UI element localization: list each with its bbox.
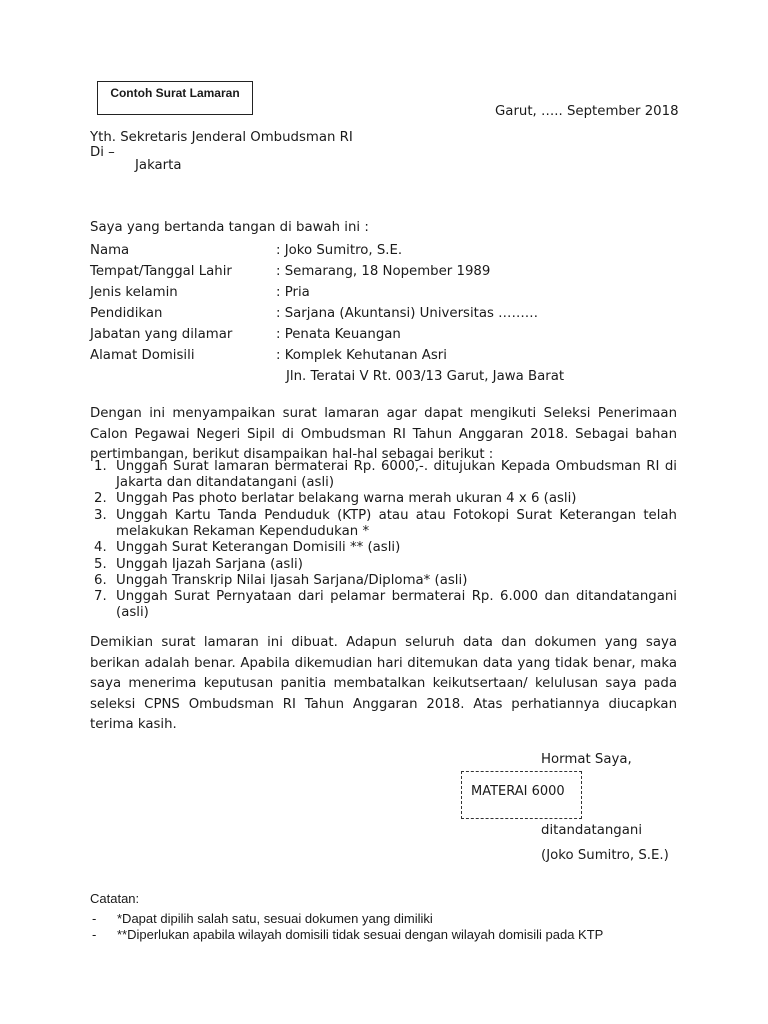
field-value-position: : Penata Keuangan bbox=[276, 327, 401, 342]
field-value-address-line-2: Jln. Teratai V Rt. 003/13 Garut, Jawa Barat bbox=[286, 369, 565, 384]
field-value-education: : Sarjana (Akuntansi) Universitas ……… bbox=[276, 306, 539, 321]
signer-name: (Joko Sumitro, S.E.) bbox=[541, 848, 669, 863]
field-value-name: : Joko Sumitro, S.E. bbox=[276, 243, 403, 258]
field-value-gender: : Pria bbox=[276, 285, 310, 300]
list-item: 5. Unggah Ijazah Sarjana (asli) bbox=[94, 556, 303, 572]
field-label-position: Jabatan yang dilamar bbox=[90, 327, 233, 342]
closing-greeting: Hormat Saya, bbox=[541, 752, 632, 767]
stamp-label: MATERAI 6000 bbox=[471, 784, 565, 799]
list-item: 1. Unggah Surat lamaran bermaterai Rp. 6000,-. ditujukan Kepada Ombudsman RI di Jakarta dan ditandatangani (asli) bbox=[94, 459, 677, 490]
stamp-box bbox=[461, 771, 582, 819]
list-item: 3. Unggah Kartu Tanda Penduduk (KTP) atau atau Fotokopi Surat Keterangan telah melakukan Rekaman Kependudukan * bbox=[94, 507, 677, 539]
example-label-box bbox=[97, 81, 253, 115]
list-item: - *Dapat dipilih salah satu, sesuai dokumen yang dimiliki bbox=[92, 911, 433, 926]
notes-list bbox=[90, 911, 603, 943]
paragraph-closing: Demikian surat lamaran ini dibuat. Adapun seluruh data dan dokumen yang saya berikan adalah benar. Apabila dikemudian hari ditemukan data yang tidak benar, maka saya menerima keputusan panitia membatalkan keikutsertaan/ kelulusan saya pada seleksi CPNS Ombudsman RI Tahun Anggaran 2018. Atas perhatiannya diucapkan terima kasih. bbox=[90, 635, 677, 732]
list-item: - **Diperlukan apabila wilayah domisili tidak sesuai dengan wilayah domisili pada KTP bbox=[92, 927, 604, 942]
field-label-gender: Jenis kelamin bbox=[90, 285, 178, 300]
notes-title: Catatan: bbox=[90, 891, 140, 906]
recipient-line-2: Di – bbox=[90, 145, 115, 160]
recipient-line-3: Jakarta bbox=[135, 158, 182, 173]
field-value-address: : Komplek Kehutanan Asri bbox=[276, 348, 447, 363]
signed-note: ditandatangani bbox=[541, 823, 643, 838]
field-label-birth: Tempat/Tanggal Lahir bbox=[90, 264, 232, 279]
intro-text: Saya yang bertanda tangan di bawah ini : bbox=[90, 220, 369, 235]
list-item: 4. Unggah Surat Keterangan Domisili ** (asli) bbox=[94, 540, 401, 556]
paragraph-intro: Dengan ini menyampaikan surat lamaran agar dapat mengikuti Seleksi Penerimaan Calon Pegawai Negeri Sipil di Ombudsman RI Tahun Anggaran 2018. Sebagai bahan pertimbangan, berikut disampaikan hal-hal sebagai berikut : bbox=[90, 406, 677, 462]
example-label: Contoh Surat Lamaran bbox=[110, 86, 240, 100]
recipient-line-1: Yth. Sekretaris Jenderal Ombudsman RI bbox=[90, 130, 353, 145]
field-label-education: Pendidikan bbox=[90, 306, 163, 321]
requirements-list bbox=[90, 459, 677, 622]
list-item: 2. Unggah Pas photo berlatar belakang warna merah ukuran 4 x 6 (asli) bbox=[94, 491, 577, 507]
list-item: 6. Unggah Transkrip Nilai Ijasah Sarjana/Diploma* (asli) bbox=[94, 572, 468, 588]
field-label-name: Nama bbox=[90, 243, 130, 258]
field-value-birth: : Semarang, 18 Nopember 1989 bbox=[276, 264, 491, 279]
place-date: Garut, ….. September 2018 bbox=[495, 104, 679, 119]
field-label-address: Alamat Domisili bbox=[90, 348, 195, 363]
list-item: 7. Unggah Surat Pernyataan dari pelamar bermaterai Rp. 6.000 dan ditandatangani (asli) bbox=[94, 589, 677, 621]
